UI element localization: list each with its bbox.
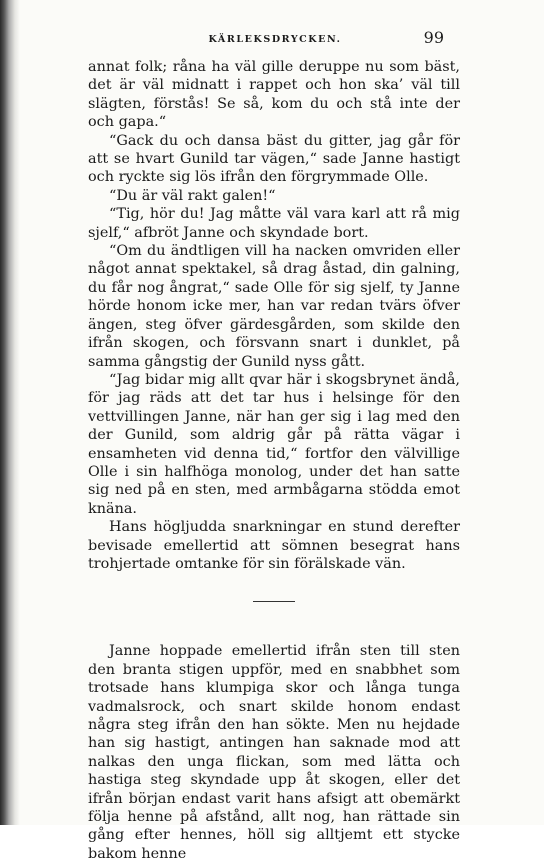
body-text	[88, 58, 460, 863]
paragraph: “Tig, hör du! Jag måtte väl vara karl att rå mig sjelf,“ afbröt Janne och skyndade bort.	[88, 206, 460, 241]
paragraph: “Du är väl rakt galen!“	[109, 187, 276, 204]
paragraph: Hans högljudda snarkningar en stund derefter bevisade emellertid att sömnen besegrat hans trohjertade omtanke för sin förälskade vän.	[88, 519, 460, 572]
page-binding-shadow	[0, 0, 20, 825]
page-header	[90, 28, 460, 50]
paragraph: “Gack du och dansa bäst du gitter, jag går för att se hvart Gunild tar vägen,“ sade Janne hastigt och ryckte sig lös ifrån den förgrymmade Olle.	[88, 132, 460, 186]
page-number: 99	[423, 28, 444, 47]
paragraph: Janne hoppade emellertid ifrån sten till sten den branta stigen uppför, med en snabbhet som trotsade hans klumpiga skor och långa tunga vadmalsrock, och snart skilde honom endast några steg ifrån den han sökte. Men nu hejdade han sig hastigt, antingen han saknade mod att nalkas den unga flickan, som med lätta och hastiga steg skyndade upp åt skogen, eller det ifrån början endast varit hans afsigt att obemärkt följa henne på afstånd, allt nog, han rättade sin gång efter hennes, höll sig alltjemt ett stycke bakom henne	[88, 643, 460, 862]
paragraph: “Om du ändtligen vill ha nacken omvriden eller något annat spektakel, så drag åstad, din galning, du får nog ångrat,“ sade Olle för sig sjelf, ty Janne hörde honom icke mer, han var redan tvärs öfver ängen, steg öfver gärdesgården, som skilde den ifrån skogen, och försvann snart i dunklet, på samma gångstig der Gunild nyss gått.	[88, 243, 460, 370]
paragraph: annat folk; råna ha väl gille deruppe nu som bäst, det är väl midnatt i rappet och hon ska’ väl till slägten, förstås! Se så, kom du och stå inte der och gapa.“	[88, 59, 460, 131]
section-divider	[253, 601, 295, 602]
running-head: KÄRLEKSDRYCKEN.	[208, 34, 342, 45]
paragraph: “Jag bidar mig allt qvar här i skogsbrynet ändå, för jag räds att det tar hus i helsinge för den vettvillingen Janne, när han ger sig i lag med den der Gunild, som aldrig går på rätta vägar i ensamheten vid denna tid,“ fortfor den välvillige Olle i sin halfhöga monolog, under det han satte sig ned på en sten, med armbågarna stödda emot knäna.	[88, 371, 460, 517]
